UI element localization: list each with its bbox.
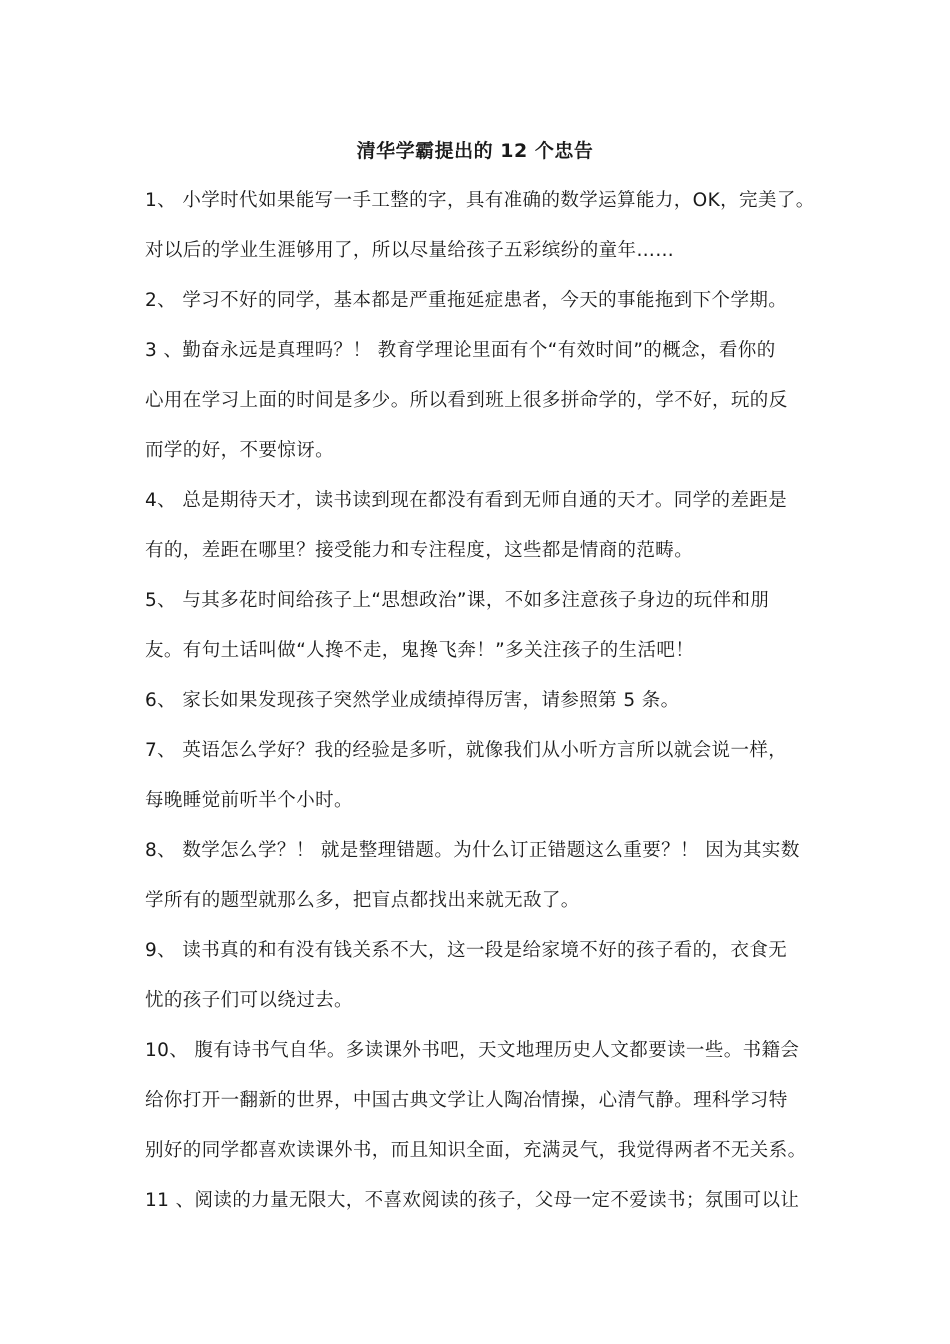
text-line: 3 、勤奋永远是真理吗？！ 教育学理论里面有个“有效时间”的概念，看你的 [145,340,776,361]
text-line: 4、 总是期待天才，读书读到现在都没有看到无师自通的天才。同学的差距是 [145,490,788,511]
text-line: 给你打开一翻新的世界，中国古典文学让人陶冶情操，心清气静。理科学习特 [145,1090,788,1111]
text-line: 友。有句土话叫做“人搀不走，鬼搀飞奔！”多关注孩子的生活吧！ [145,640,695,661]
document-body [145,184,845,1234]
text-line: 2、 学习不好的同学，基本都是严重拖延症患者，今天的事能拖到下个学期。 [145,290,788,311]
text-line: 忧的孩子们可以绕过去。 [145,990,353,1011]
text-line: 别好的同学都喜欢读课外书，而且知识全面，充满灵气，我觉得两者不无关系。 [145,1140,807,1161]
text-line: 11 、阅读的力量无限大，不喜欢阅读的孩子，父母一定不爱读书；氛围可以让 [145,1190,800,1211]
text-line: 1、 小学时代如果能写一手工整的字，具有准确的数学运算能力，OK，完美了。 [145,190,815,211]
text-line: 10、 腹有诗书气自华。多读课外书吧，天文地理历史人文都要读一些。书籍会 [145,1040,800,1061]
text-line: 对以后的学业生涯够用了，所以尽量给孩子五彩缤纷的童年…… [145,240,675,261]
text-line: 每晚睡觉前听半个小时。 [145,790,353,811]
text-line: 7、 英语怎么学好？我的经验是多听，就像我们从小听方言所以就会说一样， [145,740,788,761]
text-line: 5、 与其多花时间给孩子上“思想政治”课，不如多注意孩子身边的玩伴和朋 [145,590,770,611]
text-line: 6、 家长如果发现孩子突然学业成绩掉得厉害，请参照第 5 条。 [145,690,680,711]
text-line: 有的，差距在哪里？接受能力和专注程度，这些都是情商的范畴。 [145,540,694,561]
text-line: 9、 读书真的和有没有钱关系不大，这一段是给家境不好的孩子看的，衣食无 [145,940,788,961]
text-line: 学所有的题型就那么多，把盲点都找出来就无敌了。 [145,890,580,911]
text-line: 而学的好，不要惊讶。 [145,440,335,461]
text-line: 8、 数学怎么学？！ 就是整理错题。为什么订正错题这么重要？！ 因为其实数 [145,840,800,861]
text-line: 心用在学习上面的时间是多少。所以看到班上很多拼命学的，学不好，玩的反 [145,390,788,411]
document-title: 清华学霸提出的 12 个忠告 [356,140,594,162]
